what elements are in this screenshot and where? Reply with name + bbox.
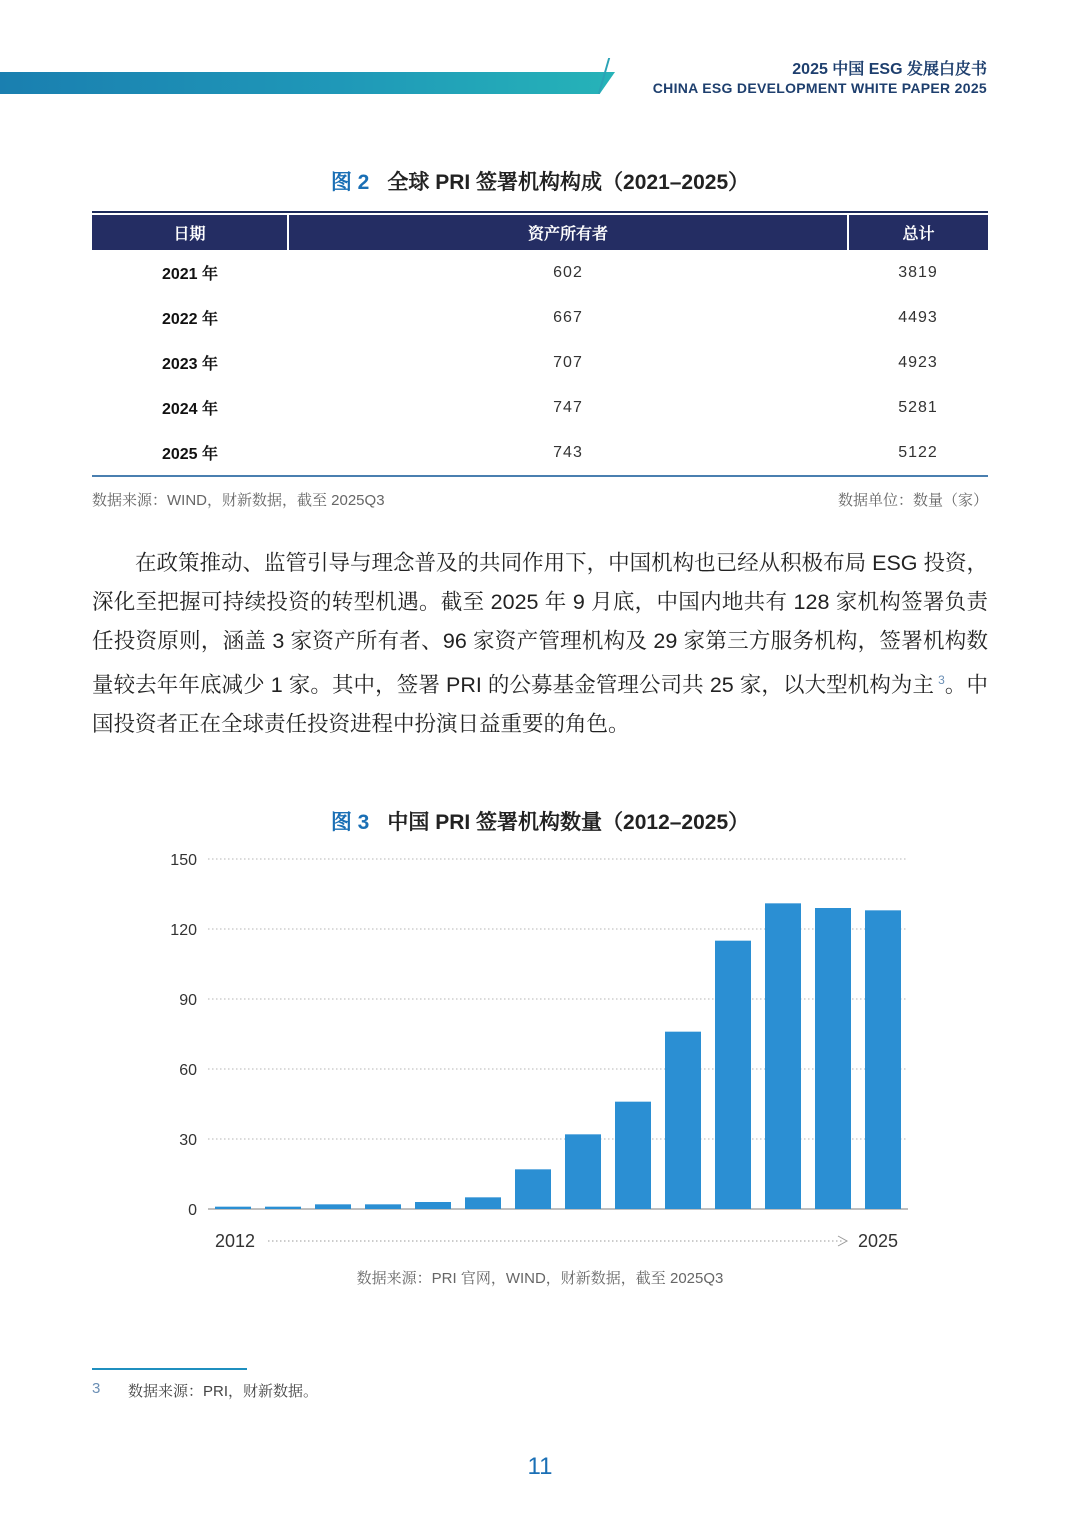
table-row [92,250,988,295]
figure2-source: 数据来源：WIND，财新数据，截至 2025Q3 [92,492,385,509]
table-top-rule [92,211,988,213]
figure3-title-text: 中国 PRI 签署机构数量（2012–2025） [387,811,750,834]
table-row [92,340,988,385]
body-text: 在政策推动、监管引导与理念普及的共同作用下，中国机构也已经从积极布局 ESG 投资，深化至把握可持续投资的转型机遇。截至 2025 年 9 月底，中国内地共有 128 家机构签署负责任投资原则，涵盖 3 家资产所有者、96 家资产管理机构及 29 家第三方服务机构，签署机构数量较去年年底减少 1 家。其中，签署 PRI 的公募基金管理公司共 25 家，以大型机构为主 [92,551,988,698]
bar [565,1134,601,1209]
table-header-row [92,215,988,250]
figure2-unit: 数据单位：数量（家） [837,492,988,509]
x-start-label: 2012 [215,1231,256,1251]
body-text-end: 。中国投资者正在全球责任投资进程中扮演日益重要的角色。 [92,673,988,737]
cell-year: 2024 年 [161,401,219,418]
footnote-text: 数据来源：PRI，财新数据。 [128,1383,319,1400]
bar [865,910,901,1209]
bar [715,941,751,1209]
bar [215,1207,251,1209]
bar [665,1032,701,1209]
y-tick-label: 150 [170,852,197,869]
bar [265,1207,301,1209]
header-title-en: CHINA ESG DEVELOPMENT WHITE PAPER 2025 [652,80,987,96]
cell-year: 2022 年 [161,311,219,328]
bar [765,903,801,1209]
figure2-table [92,211,988,477]
figure3-label: 图 3 [330,811,370,834]
cell-asset-owners: 707 [553,353,583,371]
cell-total: 5122 [898,443,938,461]
table-bottom-rule [92,475,988,477]
cell-total: 4923 [898,353,938,371]
column-header-date: 日期 [92,215,288,250]
table-row [92,385,988,430]
x-end-label: 2025 [857,1231,898,1251]
header-accent-bar [0,72,615,94]
bar [365,1204,401,1209]
header-title-cn: 2025 中国 ESG 发展白皮书 [792,61,987,78]
y-tick-label: 0 [188,1202,197,1219]
figure3-chart [0,840,1080,1260]
body-paragraph [92,544,988,744]
bar [315,1204,351,1209]
bar [515,1169,551,1209]
cell-total: 4493 [898,308,938,326]
figure2-label: 图 2 [330,171,370,194]
figure3-source: 数据来源：PRI 官网，WIND，财新数据，截至 2025Q3 [356,1270,724,1287]
cell-year: 2021 年 [161,266,219,283]
bar-chart-svg [0,840,1080,1260]
bar [465,1197,501,1209]
footnote-number: 3 [92,1380,101,1397]
cell-asset-owners: 667 [553,308,583,326]
arrow-right-icon [838,1236,847,1246]
cell-total: 3819 [898,263,938,281]
cell-asset-owners: 743 [553,443,583,461]
y-tick-label: 90 [179,992,197,1009]
figure2-title-text: 全球 PRI 签署机构构成（2021–2025） [387,171,750,194]
footnote-rule [92,1368,247,1370]
cell-asset-owners: 602 [553,263,583,281]
cell-total: 5281 [898,398,938,416]
column-header-total: 总计 [848,215,988,250]
table-row [92,295,988,340]
table-row [92,430,988,475]
bar [815,908,851,1209]
cell-year: 2025 年 [161,446,219,463]
y-tick-label: 60 [179,1062,197,1079]
bar [415,1202,451,1209]
y-tick-label: 120 [170,922,197,939]
column-header-asset-owners: 资产所有者 [288,215,848,250]
bar [615,1102,651,1209]
figure3-title [0,806,1080,836]
cell-asset-owners: 747 [553,398,583,416]
y-tick-label: 30 [179,1132,197,1149]
page-number: 11 [527,1453,553,1480]
figure2-title [0,166,1080,196]
footnote-ref[interactable]: 3 [938,673,945,687]
cell-year: 2023 年 [161,356,219,373]
